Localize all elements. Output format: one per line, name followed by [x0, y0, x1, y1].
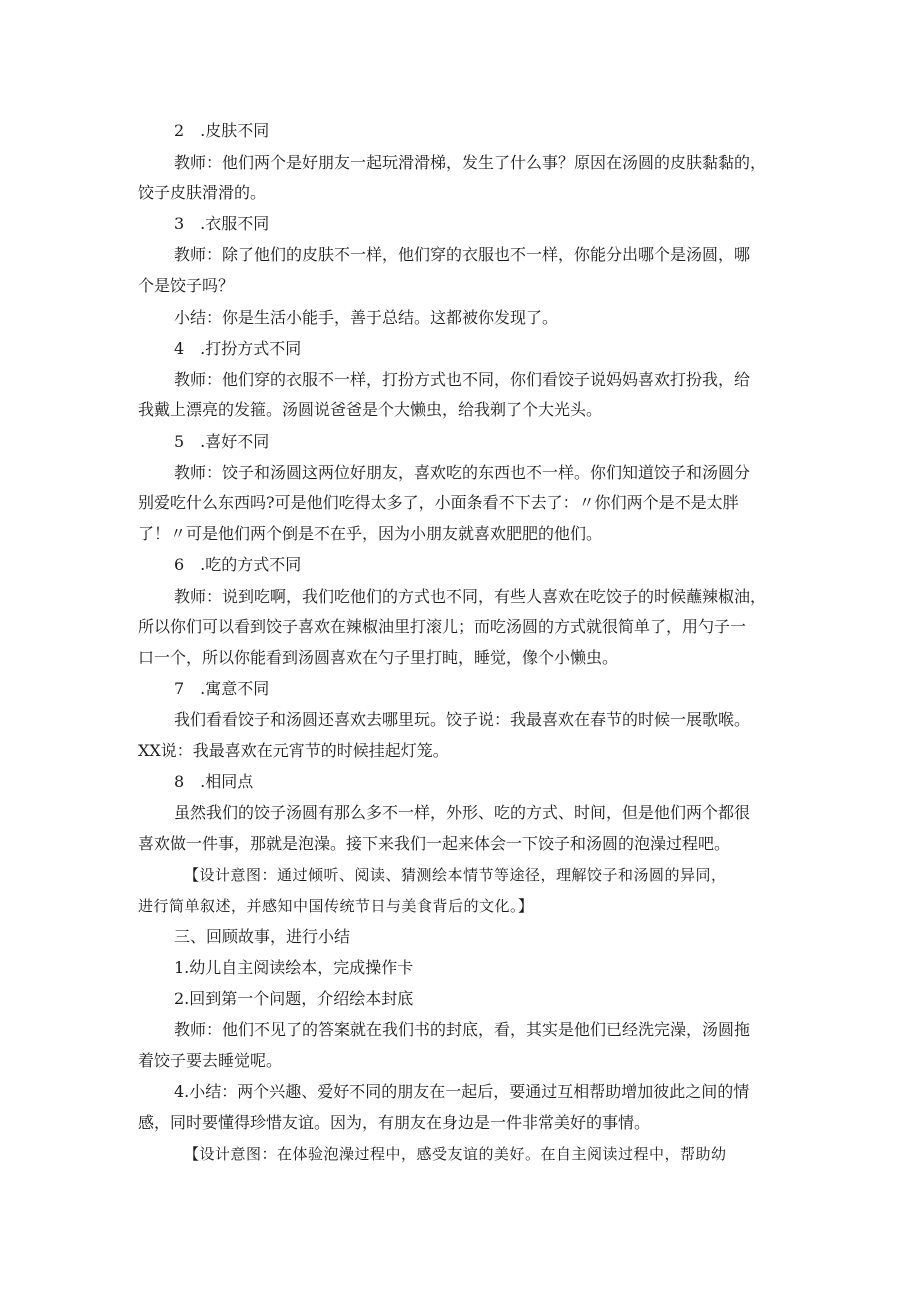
heading-meaning: 7 .寓意不同	[174, 679, 270, 698]
paragraph-line: 我们看看饺子和汤圆还喜欢去哪里玩。饺子说：我最喜欢在春节的时候一展歌喉。	[174, 710, 751, 729]
design-intent-line: 进行简单叙述，并感知中国传统节日与美食背后的文化。】	[138, 897, 534, 915]
list-item: 2.回到第一个问题，介绍绘本封底	[174, 989, 414, 1008]
heading-eating-way: 6 .吃的方式不同	[174, 555, 302, 574]
paragraph-line: 个是饺子吗？	[138, 276, 235, 295]
paragraph-line: XX说：我最喜欢在元宵节的时候挂起灯笼。	[138, 741, 449, 760]
paragraph-line: 了！〃可是他们两个倒是不在乎，因为小朋友就喜欢肥肥的他们。	[138, 524, 603, 543]
paragraph-line: 所以你们可以看到饺子喜欢在辣椒油里打滚儿；而吃汤圆的方式就很简单了，用勺子一	[138, 617, 747, 636]
heading-clothes: 3 .衣服不同	[174, 214, 270, 233]
paragraph-line: 虽然我们的饺子汤圆有那么多不一样，外形、吃的方式、时间，但是他们两个都很	[174, 803, 751, 822]
paragraph-line: 喜欢做一件事，那就是泡澡。接下来我们一起来体会一下饺子和汤圆的泡澡过程吧。	[138, 834, 731, 853]
design-intent-line: 【设计意图：在体验泡澡过程中，感受友谊的美好。在自主阅读过程中，帮助幼	[184, 1145, 727, 1163]
paragraph-line: 我戴上漂亮的发箍。汤圆说爸爸是个大懒虫，给我剃了个大光头。	[138, 400, 603, 419]
paragraph-line: 教师：他们两个是好朋友一起玩滑滑梯，发生了什么事？原因在汤圆的皮肤黏黏的，	[174, 153, 767, 172]
paragraph-line: 教师：他们穿的衣服不一样，打扮方式也不同，你们看饺子说妈妈喜欢打扮我，给	[174, 370, 751, 389]
section-heading-review: 三、回顾故事，进行小结	[174, 927, 351, 946]
heading-skin: 2 .皮肤不同	[174, 121, 270, 140]
paragraph-line: 口一个，所以你能看到汤圆喜欢在勺子里打盹，睡觉，像个小懒虫。	[138, 648, 619, 667]
paragraph-line: 感，同时要懂得珍惜友谊。因为，有朋友在身边是一件非常美好的事情。	[138, 1113, 651, 1132]
heading-dressing: 4 .打扮方式不同	[174, 339, 302, 358]
paragraph-line: 教师：饺子和汤圆这两位好朋友，喜欢吃的东西也不一样。你们知道饺子和汤圆分	[174, 463, 751, 482]
paragraph-line: 教师：除了他们的皮肤不一样，他们穿的衣服也不一样，你能分出哪个是汤圆，哪	[174, 245, 751, 264]
paragraph-line: 小结：你是生活小能手，善于总结。这都被你发现了。	[174, 308, 559, 327]
paragraph-line: 着饺子要去睡觉呢。	[138, 1051, 283, 1070]
list-item: 1.幼儿自主阅读绘本，完成操作卡	[174, 958, 414, 977]
paragraph-line: 饺子皮肤滑滑的。	[138, 183, 267, 202]
design-intent-line: 【设计意图：通过倾听、阅读、猜测绘本情节等途径，理解饺子和汤圆的异同，	[184, 866, 727, 884]
paragraph-line: 教师：他们不见了的答案就在我们书的封底，看，其实是他们已经洗完澡，汤圆拖	[174, 1020, 751, 1039]
heading-preference: 5 .喜好不同	[174, 432, 270, 451]
paragraph-line: 教师：说到吃啊，我们吃他们的方式也不同，有些人喜欢在吃饺子的时候蘸辣椒油，	[174, 587, 767, 606]
summary-line: 4.小结：两个兴趣、爱好不同的朋友在一起后，要通过互相帮助增加彼此之间的情	[174, 1082, 750, 1101]
heading-common: 8 .相同点	[174, 772, 254, 791]
paragraph-line: 别爱吃什么东西吗?可是他们吃得太多了，小面条看不下去了：〃你们两个是不是太胖	[138, 493, 739, 512]
